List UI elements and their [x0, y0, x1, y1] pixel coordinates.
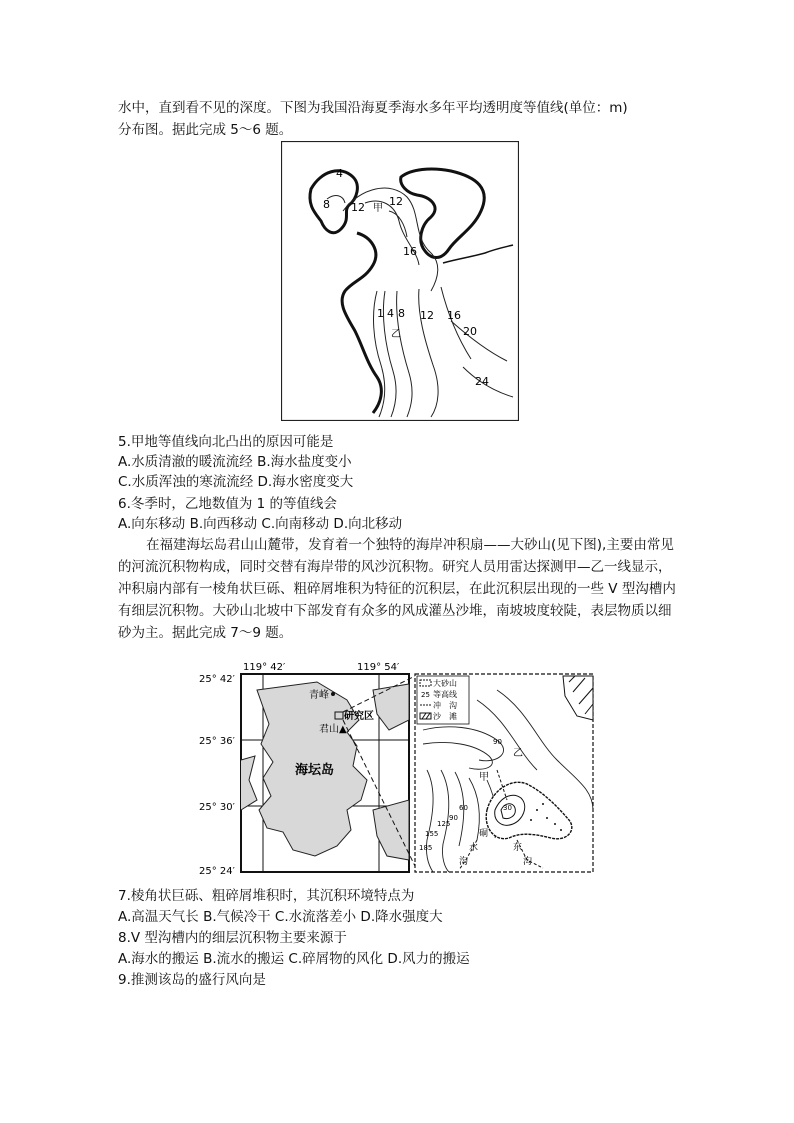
jia-point: 甲: [479, 772, 489, 783]
iso-label: 12: [420, 309, 434, 322]
jia-label: 甲: [373, 203, 383, 214]
iso-label: 24: [475, 375, 489, 388]
contour-value: 60: [459, 804, 468, 812]
q6-options: A.向东移动 B.向西移动 C.向南移动 D.向北移动: [118, 516, 403, 532]
contour-value: 30: [503, 804, 512, 812]
iso-label: 8: [398, 307, 405, 320]
intro-line-1: 水中，直到看不见的深度。下图为我国沿海夏季海水多年平均透明度等值线(单位：m): [118, 100, 628, 116]
q5-options-ab: A.水质清澈的暖流流经 B.海水盐度变小: [118, 454, 352, 470]
intro-line-2: 分布图。据此完成 5～6 题。: [118, 122, 293, 138]
lat-label: 25° 24′: [199, 866, 235, 877]
contour-value: 90: [493, 738, 502, 746]
place-qingfeng: 青峰: [309, 690, 329, 701]
iso-label: 8: [323, 198, 330, 211]
q8-options: A.海水的搬运 B.流水的搬运 C.碎屑物的风化 D.风力的搬运: [118, 951, 470, 967]
iso-label: 12: [351, 201, 365, 214]
iso-label: 16: [447, 309, 461, 322]
legend-item: 沙 滩: [433, 712, 457, 721]
haitan-map-svg: [197, 660, 597, 878]
iso-label: 4: [387, 307, 394, 320]
place-study-area: 研究区: [344, 711, 374, 722]
yi-label: 乙: [391, 329, 401, 340]
yi-point: 乙: [513, 748, 523, 759]
passage-2: 在福建海坛岛君山山麓带，发育着一个独特的海岸冲积扇——大砂山(见下图),主要由常见的河流沉积物构成，同时交替有海岸带的风沙沉积物。研究人员用雷达探测甲—乙一线显示，冲积扇内部有一棱角状巨砾、粗碎屑堆积为特征的沉积层，在此沉积层出现的一些 V 型沟槽内有细层沉积物。大砂山北坡中下部发育有众多的风成灌丛沙堆，南坡坡度较陡，表层物质以细砂为主。据此完成 7～9 题。: [118, 537, 676, 641]
iso-label: 4: [336, 167, 343, 180]
contour-value: 125: [437, 820, 451, 828]
q6-stem: 6.冬季时，乙地数值为 1 的等值线会: [118, 496, 338, 512]
q5-stem: 5.甲地等值线向北凸出的原因可能是: [118, 434, 334, 450]
haitan-map: [197, 660, 597, 878]
island-name: 海坛岛: [295, 763, 335, 778]
iso-label: 12: [389, 195, 403, 208]
contour-value: 90: [449, 814, 458, 822]
q5-options-cd: C.水质浑浊的寒流流经 D.海水密度变大: [118, 474, 354, 490]
lon-label: 119° 54′: [357, 662, 400, 673]
lat-label: 25° 36′: [199, 736, 235, 747]
legend-contour-number: 25: [421, 691, 430, 699]
inset-label: 水: [469, 843, 479, 853]
q8-stem: 8.V 型沟槽内的细层沉积物主要来源于: [118, 930, 347, 946]
contour-value: 155: [425, 830, 439, 838]
q7-stem: 7.棱角状巨砾、粗碎屑堆积时，其沉积环境特点为: [118, 888, 415, 904]
lat-label: 25° 42′: [199, 674, 235, 685]
iso-label: 16: [403, 245, 417, 258]
q7-options: A.高温天气长 B.气候冷干 C.水流落差小 D.降水强度大: [118, 909, 443, 925]
iso-label: 1: [377, 307, 384, 320]
legend-item: 大砂山: [433, 679, 457, 688]
iso-label: 20: [463, 325, 477, 338]
inset-label: 沟: [459, 857, 469, 867]
inset-label: 沟: [523, 857, 533, 867]
transparency-map-svg: [281, 141, 519, 421]
inset-label: 东: [513, 843, 523, 853]
inset-label: 硐: [479, 829, 489, 839]
legend-item: 等高线: [433, 690, 457, 699]
lat-label: 25° 30′: [199, 802, 235, 813]
q9-stem: 9.推测该岛的盛行风向是: [118, 972, 266, 988]
lon-label: 119° 42′: [243, 662, 286, 673]
transparency-map: [281, 141, 519, 421]
legend-item: 冲 沟: [433, 701, 457, 710]
contour-value: 185: [419, 844, 433, 852]
place-junshan: 君山▲: [319, 724, 347, 735]
